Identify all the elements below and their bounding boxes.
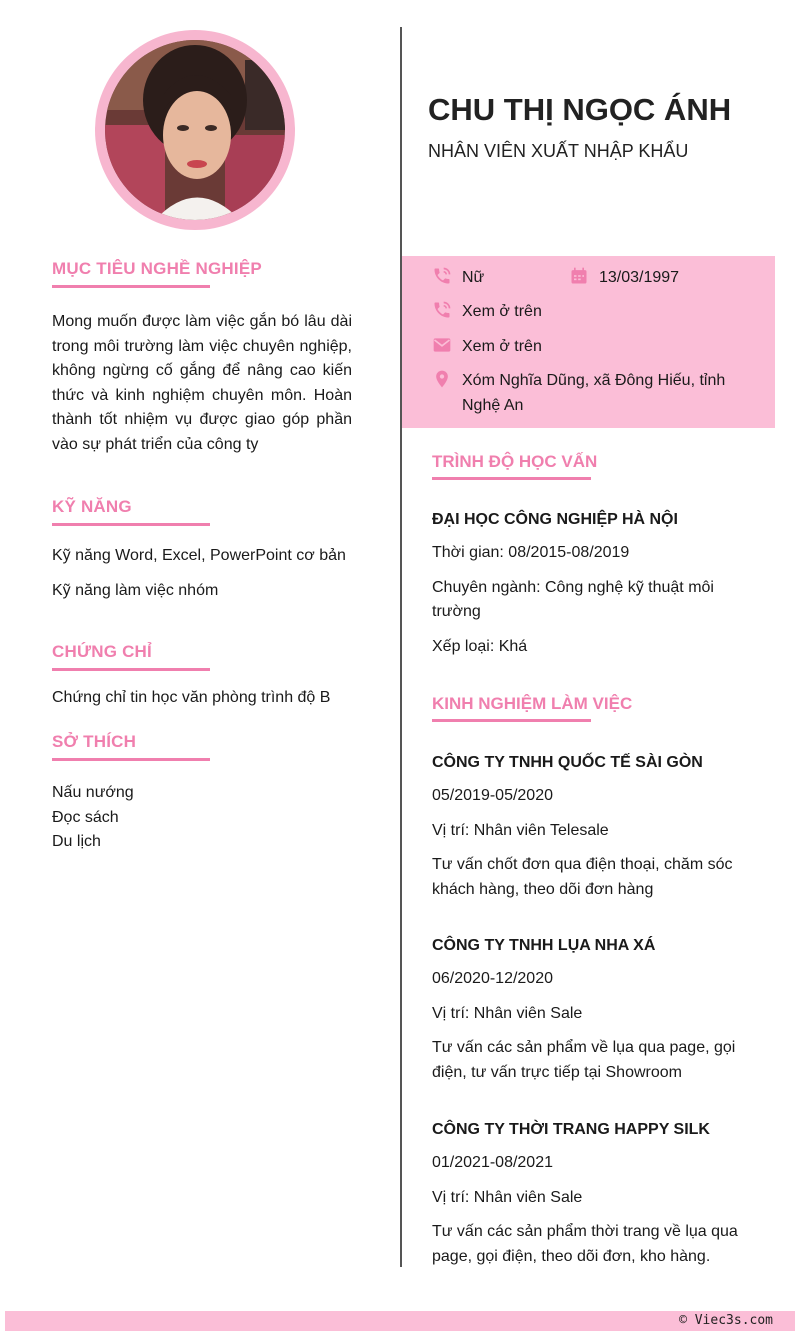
job-position: Vị trí: Nhân viên Sale xyxy=(432,1004,583,1022)
objective-text: Mong muốn được làm việc gắn bó lâu dài trong môi trường làm việc chuyên nghiệp, không ngừng cố gắng để nâng cao kiến thức và kinh nghiệm chuyên môn. Hoàn thành tốt nhiệm vụ được giao góp phần vào sự phát triển của công ty xyxy=(52,313,352,453)
objective-section xyxy=(52,259,352,457)
company-name: CÔNG TY THỜI TRANG HAPPY SILK xyxy=(432,1121,710,1138)
phone-value: Xem ở trên xyxy=(462,303,542,320)
copyright-text: © Viec3s.com xyxy=(679,1313,773,1328)
job-period: 06/2020-12/2020 xyxy=(432,970,553,987)
gender-value: Nữ xyxy=(462,269,485,286)
experience-underline xyxy=(432,719,591,722)
job-position: Vị trí: Nhân viên Sale xyxy=(432,1188,583,1206)
experience-title: KINH NGHIỆM LÀM VIỆC xyxy=(432,694,633,713)
phone-icon xyxy=(432,300,452,320)
education-title: TRÌNH ĐỘ HỌC VẤN xyxy=(432,452,598,471)
job-description xyxy=(432,1220,762,1269)
major-line: Chuyên ngành: Công nghệ kỹ thuật môi xyxy=(432,578,714,596)
phone-icon xyxy=(432,266,452,286)
hobby-item: Du lịch xyxy=(52,833,101,850)
company-name: CÔNG TY TNHH LỤA NHA XÁ xyxy=(432,937,656,954)
skills-section xyxy=(52,497,352,603)
school-name: ĐẠI HỌC CÔNG NGHIỆP HÀ NỘI xyxy=(432,511,678,528)
address-line: Nghệ An xyxy=(462,396,524,414)
major-line: trường xyxy=(432,603,481,620)
certificates-section xyxy=(52,642,352,711)
job-entry xyxy=(432,1121,762,1269)
avatar xyxy=(105,40,285,220)
candidate-name: CHU THỊ NGỌC ÁNH xyxy=(428,92,732,127)
description-line: Tư vấn các sản phẩm về lụa qua page, gọi xyxy=(432,1039,736,1056)
column-divider xyxy=(400,27,402,1267)
calendar-icon xyxy=(569,266,589,286)
hobbies-title: SỞ THÍCH xyxy=(52,732,210,761)
job-entry xyxy=(432,754,762,902)
education-entry xyxy=(432,511,762,659)
job-period: 05/2019-05/2020 xyxy=(432,787,553,804)
candidate-role: NHÂN VIÊN XUẤT NHẬP KHẨU xyxy=(428,141,689,161)
objective-title: MỤC TIÊU NGHỀ NGHIỆP xyxy=(52,259,210,288)
job-period: 01/2021-08/2021 xyxy=(432,1154,553,1171)
skill-item: Kỹ năng Word, Excel, PowerPoint cơ bản xyxy=(52,547,346,564)
email-icon xyxy=(432,335,452,355)
education-underline xyxy=(432,477,591,480)
description-line: page, gọi điện, theo dõi đơn, kho hàng. xyxy=(432,1247,711,1265)
contact-panel xyxy=(402,256,775,428)
hobbies-section xyxy=(52,732,352,855)
footer-bar xyxy=(5,1311,795,1331)
description-line: khách hàng, theo dõi đơn hàng xyxy=(432,880,654,898)
hobby-item: Đọc sách xyxy=(52,808,119,826)
job-entry xyxy=(432,937,762,1085)
description-line: Tư vấn chốt đơn qua điện thoại, chăm sóc xyxy=(432,856,733,873)
dob-value: 13/03/1997 xyxy=(599,269,680,286)
certificate-item: Chứng chỉ tin học văn phòng trình độ B xyxy=(52,689,331,706)
job-description xyxy=(432,853,762,902)
address-line: Xóm Nghĩa Dũng, xã Đông Hiếu, tỉnh xyxy=(462,372,726,389)
company-name: CÔNG TY TNHH QUỐC TẾ SÀI GÒN xyxy=(432,754,703,771)
education-major xyxy=(432,576,762,625)
job-description xyxy=(432,1036,762,1085)
skill-item: Kỹ năng làm việc nhóm xyxy=(52,581,219,599)
hobby-item: Nấu nướng xyxy=(52,784,134,801)
address-value xyxy=(462,369,762,418)
education-grade: Xếp loại: Khá xyxy=(432,637,528,655)
description-line: Tư vấn các sản phẩm thời trang về lụa qua xyxy=(432,1223,738,1240)
certificates-title: CHỨNG CHỈ xyxy=(52,642,210,671)
location-pin-icon xyxy=(432,369,452,389)
skills-title: KỸ NĂNG xyxy=(52,497,210,526)
education-time: Thời gian: 08/2015-08/2019 xyxy=(432,544,630,561)
job-position: Vị trí: Nhân viên Telesale xyxy=(432,821,609,839)
email-value: Xem ở trên xyxy=(462,338,542,355)
description-line: điện, tư vấn trực tiếp tại Showroom xyxy=(432,1063,682,1081)
